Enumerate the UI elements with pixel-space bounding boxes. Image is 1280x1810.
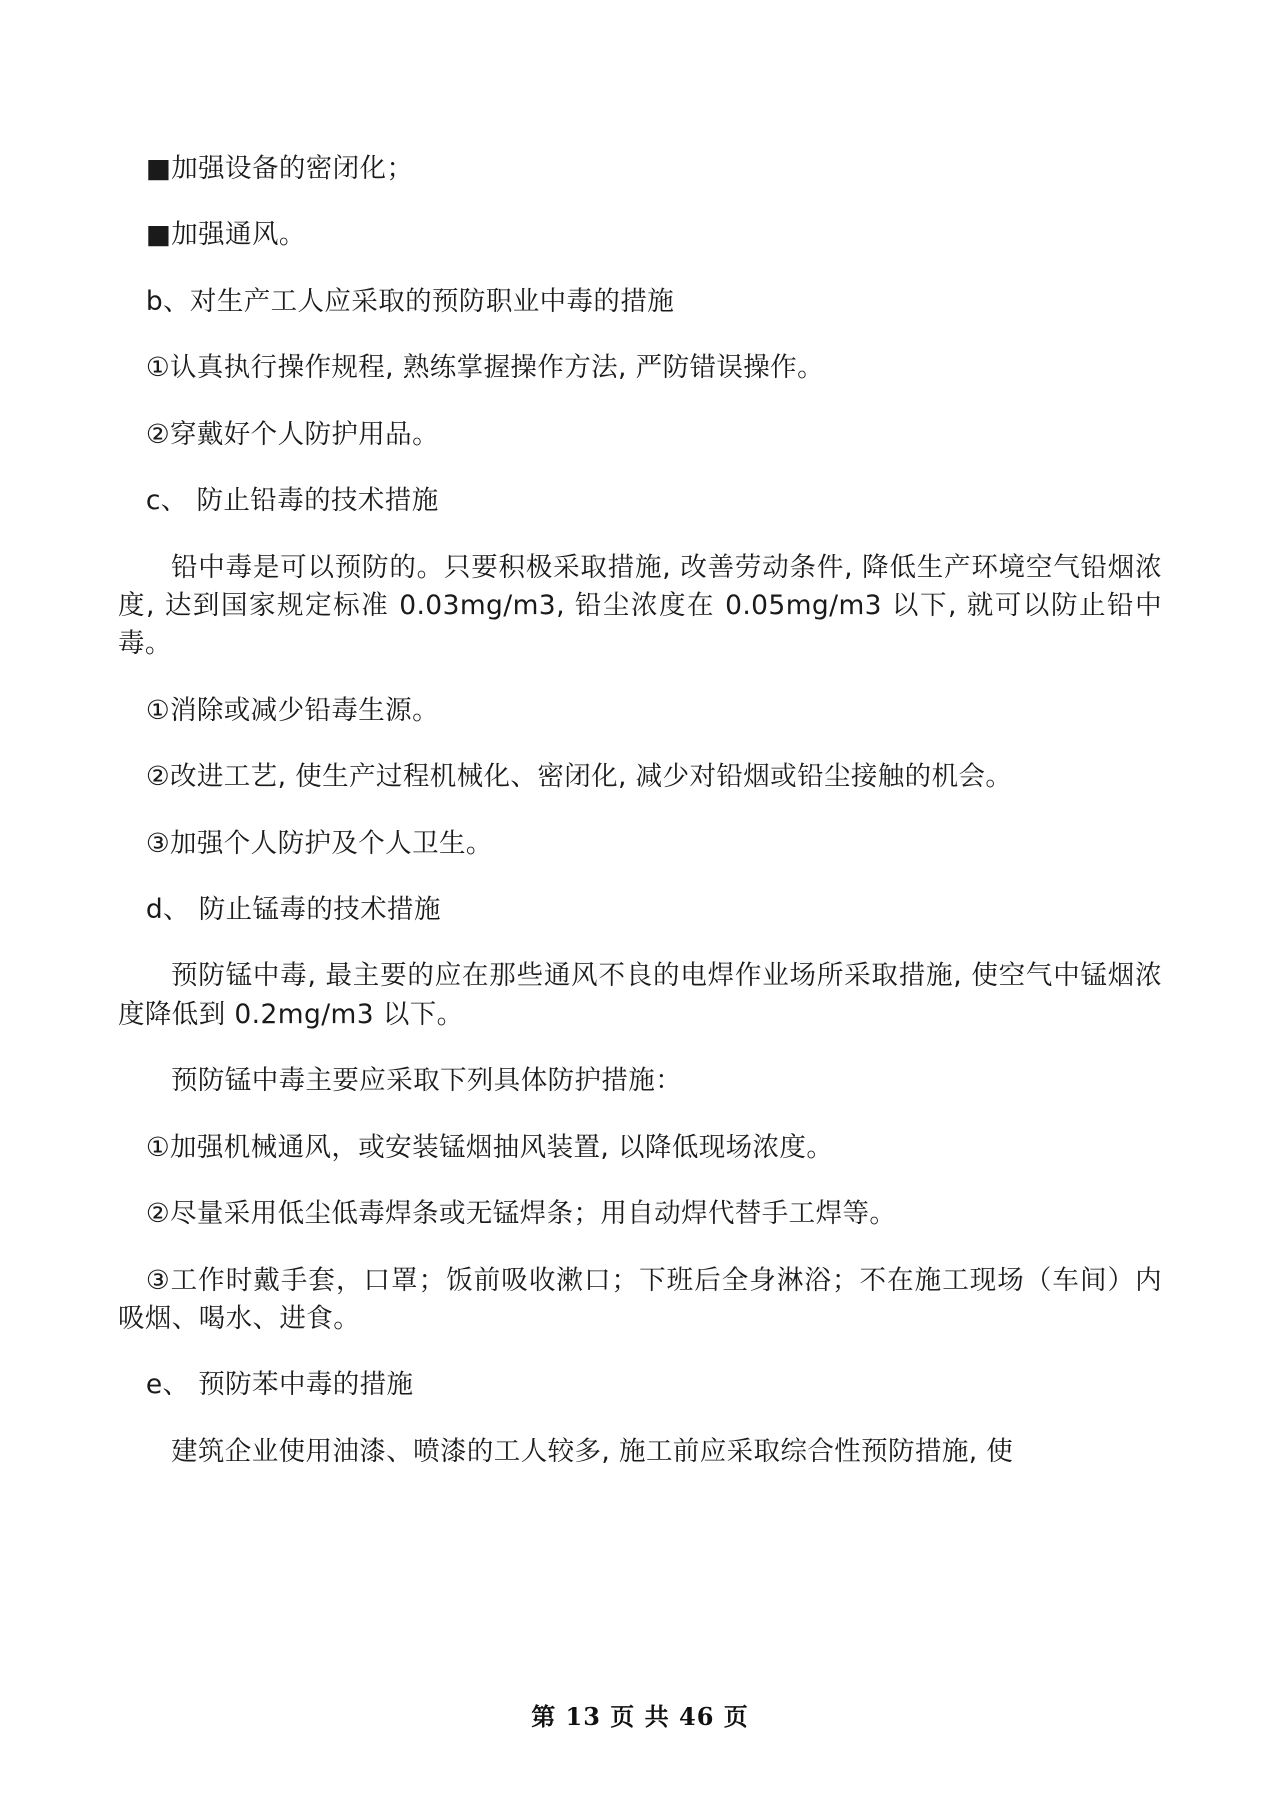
paragraph-b-item-2: ②穿戴好个人防护用品。 [145,418,439,450]
paragraph-section-e-heading: e、 预防苯中毒的措施 [145,1369,414,1401]
page-footer: 第 13 页 共 46 页 [531,1702,749,1731]
paragraph-section-d-heading: d、 防止锰毒的技术措施 [145,894,441,926]
paragraph-manganese-intro: 预防锰中毒, 最主要的应在那些通风不良的电焊作业场所采取措施, 使空气中锰烟浓度降低到 0.2mg/m3 以下。 [118,960,1162,1030]
paragraph-lead-poisoning-intro: 铅中毒是可以预防的。只要积极采取措施, 改善劳动条件, 降低生产环境空气铅烟浓度, 达到国家规定标准 0.03mg/m3, 铅尘浓度在 0.05mg/m3 以下, 就可以防止铅中毒。 [118,551,1162,660]
paragraph-d-item-2: ②尽量采用低尘低毒焊条或无锰焊条；用自动焊代替手工焊等。 [145,1198,897,1230]
paragraph-c-item-2: ②改进工艺, 使生产过程机械化、密闭化, 减少对铅烟或铅尘接触的机会。 [145,761,1013,793]
paragraph-manganese-measures-lead: 预防锰中毒主要应采取下列具体防护措施： [171,1065,683,1097]
paragraph-bullet-enclosure: ■加强设备的密闭化； [145,153,414,184]
paragraph-section-b-heading: b、对生产工人应采取的预防职业中毒的措施 [145,285,675,317]
paragraph-benzene-intro: 建筑企业使用油漆、喷漆的工人较多, 施工前应采取综合性预防措施, 使 [171,1435,1014,1467]
document-body [118,150,1162,1471]
paragraph-b-item-1: ①认真执行操作规程, 熟练掌握操作方法, 严防错误操作。 [145,352,824,384]
paragraph-c-item-1: ①消除或减少铅毒生源。 [145,694,439,726]
paragraph-d-item-3: ③工作时戴手套，口罩；饭前吸收漱口；下班后全身淋浴；不在施工现场（车间）内吸烟、喝水、进食。 [118,1264,1162,1335]
paragraph-bullet-ventilation: ■加强通风。 [145,219,306,251]
paragraph-c-item-3: ③加强个人防护及个人卫生。 [145,827,493,859]
paragraph-section-c-heading: c、 防止铅毒的技术措施 [145,485,439,517]
paragraph-d-item-1: ①加强机械通风，或安装锰烟抽风装置, 以降低现场浓度。 [145,1131,834,1163]
